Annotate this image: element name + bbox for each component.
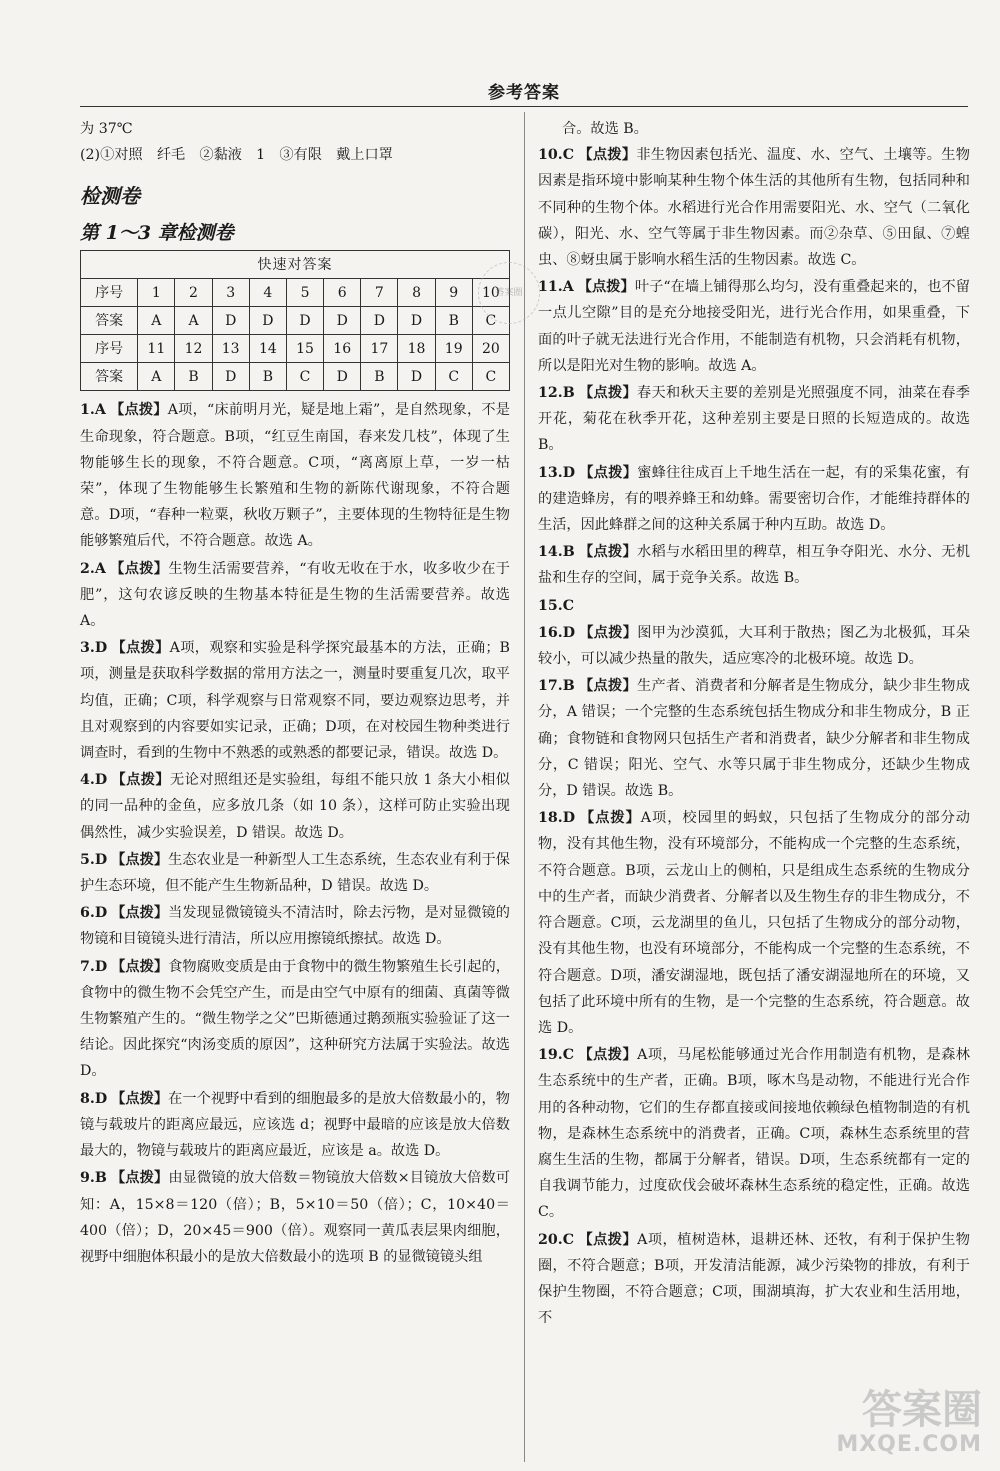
item-number: 3. — [80, 640, 95, 657]
tip-label: 【点拨】 — [577, 1047, 638, 1064]
answer-item — [538, 460, 970, 539]
item-number: 17. — [538, 678, 563, 695]
item-explanation: 由显微镜的放大倍数＝物镜放大倍数×目镜放大倍数可知：A，15×8＝120（倍）；B，5×10＝50（倍）；C，10×40＝400（倍）；D，20×45＝900（倍）。观察同一黄瓜表层果肉细胞，视野中细胞体积最小的是放大倍数最小的选项 B 的显微镜镜头组 — [80, 1170, 510, 1265]
table-cell: 7 — [361, 279, 398, 307]
item-answer: D — [94, 1090, 108, 1107]
table-cell: 13 — [212, 335, 249, 363]
table-cell: 18 — [398, 335, 435, 363]
item-answer: C — [562, 1231, 574, 1248]
answer-item — [538, 380, 970, 459]
item-explanation: A项，植树造林，退耕还林、还牧，有利于保护生物圈，不符合题意；B项，开发清洁能源，减少污染物的排放，有利于保护生物圈，不符合题意；C项，围湖填海，扩大农业和生活用地，不 — [538, 1231, 970, 1327]
intro-line-1: 为 37℃ — [80, 121, 133, 137]
answer-item — [80, 556, 510, 635]
stamp-text: 答案圈 — [495, 288, 523, 298]
tip-label: 【点拨】 — [577, 1231, 638, 1248]
table-cell: 14 — [249, 335, 286, 363]
item-answer: D — [562, 464, 575, 481]
item-explanation: A项，马尾松能够通过光合作用制造有机物，是森林生态系统中的生产者，正确。B项，啄木鸟是动物，不能进行光合作用的各种动物，它们的生存都直接或间接地依赖绿色植物制造的有机物，是森林生态系统中的消费者，正确。C项，森林生态系统里的营腐生生活的生物，都属于分解者，错误。D项，生态系统都有一定的自我调节能力，过度砍伐会破坏森林生态系统的稳定性，正确。故选 C。 — [538, 1047, 970, 1221]
table-cell: D — [361, 307, 398, 335]
item-answer: D — [94, 851, 108, 868]
page-header — [80, 78, 968, 107]
item-number: 16. — [538, 624, 563, 641]
table-cell: D — [212, 363, 249, 391]
item-number: 8. — [80, 1090, 95, 1107]
item-explanation: 水稻与水稻田里的稗草，相互争夺阳光、水分、无机盐和生存的空间，属于竞争关系。故选 B。 — [538, 544, 970, 587]
tip-label: 【点拨】 — [109, 560, 169, 577]
item-number: 20. — [538, 1231, 563, 1248]
table-cell: 6 — [324, 279, 361, 307]
row-label: 序号 — [81, 335, 138, 363]
tip-label: 【点拨】 — [111, 958, 169, 975]
item-number: 2. — [80, 560, 95, 577]
item-explanation: 当发现显微镜镜头不清洁时，除去污物，是对显微镜的物镜和目镜镜头进行清洁，所以应用擦镜纸擦拭。故选 D。 — [80, 905, 510, 948]
table-cell: C — [472, 363, 509, 391]
item-number: 14. — [538, 544, 563, 561]
item-answer: D — [94, 640, 108, 657]
item-explanation: 在一个视野中看到的细胞最多的是放大倍数最小的，物镜与载玻片的距离应最远，应该选 d；视野中最暗的应该是放大倍数最大的，物镜与载玻片的距离应最近，应该是 a。故选 D。 — [80, 1090, 510, 1160]
answer-item — [538, 274, 970, 379]
answer-table-caption: 快速对答案 — [81, 251, 510, 279]
right-column — [538, 116, 970, 1332]
table-cell: C — [435, 363, 472, 391]
table-cell: 1 — [138, 279, 175, 307]
continued-text: 合。故选 B。 — [562, 121, 648, 137]
table-cell: D — [398, 363, 435, 391]
answer-table-row-answers-1 — [81, 307, 510, 335]
table-cell: 15 — [286, 335, 323, 363]
watermark-logo-text: 答案圈 — [862, 1387, 982, 1433]
item-explanation: 食物腐败变质是由于食物中的微生物繁殖生长引起的，食物中的微生物不会凭空产生，而是由空气中原有的细菌、真菌等微生物繁殖产生的。“微生物学之父”巴斯德通过鹅颈瓶实验验证了这一结论。因此探究“肉汤变质的原因”，这种研究方法属于实验法。故选 D。 — [80, 958, 510, 1080]
item-number: 7. — [80, 958, 95, 975]
tip-label: 【点拨】 — [577, 279, 635, 296]
row-label: 答案 — [81, 307, 138, 335]
item-explanation: A项，校园里的蚂蚁，只包括了生物成分的部分动物，没有其他生物，没有环境部分，不能构成一个完整的生态系统，不符合题意。B项，云龙山上的侧柏，只是组成生态系统的生物成分中的生产者，而缺少消费者、分解者以及生物生存的非生物成分，不符合题意。C项，云龙湖里的鱼儿，只包括了生物成分的部分动物，没有其他生物，也没有环境部分，不能构成一个完整的生态系统，不符合题意。D项，潘安湖湿地，既包括了潘安湖湿地所在的环境，又包括了此环境中所有的生物，是一个完整的生态系统，符合题意。故选 D。 — [538, 810, 970, 1036]
watermark-url: MXQE.COM — [836, 1432, 982, 1457]
item-number: 15. — [538, 597, 563, 614]
table-cell: D — [212, 307, 249, 335]
row-label: 序号 — [81, 279, 138, 307]
tip-label: 【点拨】 — [579, 810, 641, 827]
tip-label: 【点拨】 — [111, 905, 169, 922]
table-cell: C — [286, 363, 323, 391]
left-column — [80, 116, 510, 1271]
answer-item — [80, 397, 510, 554]
answer-item — [80, 635, 510, 766]
table-cell: 20 — [472, 335, 509, 363]
item-number: 4. — [80, 772, 95, 789]
table-cell: 16 — [324, 335, 361, 363]
answer-table — [80, 250, 510, 391]
answer-item — [80, 1086, 510, 1165]
item-explanation: 无论对照组还是实验组，每组不能只放 1 条大小相似的同一品种的金鱼，应多放几条（如 10 条），这样可防止实验出现偶然性，减少实验误差，D 错误。故选 D。 — [80, 772, 510, 841]
row-label: 答案 — [81, 363, 138, 391]
item-answer: B — [562, 544, 575, 561]
answer-table-row-answers-2 — [81, 363, 510, 391]
item-explanation: 生产者、消费者和分解者是生物成分，缺少非生物成分，A 错误；一个完整的生态系统包括生物成分和非生物成分，B 正确；食物链和食物网只包括生产者和消费者，缺少分解者和非生物成分，C 错误；阳光、空气、水等只属于非生物成分，还缺少生物成分，D 错误。故选 B。 — [538, 678, 970, 800]
item-answer: B — [562, 678, 575, 695]
item-number: 5. — [80, 851, 95, 868]
table-cell: A — [175, 307, 212, 335]
table-cell: 11 — [138, 335, 175, 363]
table-cell: 5 — [286, 279, 323, 307]
section-title: 检测卷 — [80, 184, 140, 209]
item-answer: D — [94, 958, 108, 975]
tip-label: 【点拨】 — [579, 624, 638, 641]
answer-item — [538, 1042, 970, 1225]
answer-item — [538, 1227, 970, 1332]
item-explanation: 蜜蜂往往成百上千地生活在一起，有的采集花蜜，有的建造蜂房，有的喂养蜂王和幼蜂。需要密切合作，才能维持群体的生活，因此蜂群之间的这种关系属于种内互助。故选 D。 — [538, 464, 970, 534]
table-cell: 3 — [212, 279, 249, 307]
item-number: 1. — [80, 402, 95, 419]
item-answer: C — [562, 597, 574, 614]
item-answer: D — [562, 624, 575, 641]
watermark — [836, 1388, 982, 1457]
table-cell: D — [286, 307, 323, 335]
item-answer: D — [94, 905, 108, 922]
table-cell: D — [324, 363, 361, 391]
tip-label: 【点拨】 — [577, 147, 637, 164]
item-answer: A — [94, 560, 106, 577]
item-answer: D — [562, 810, 575, 827]
tip-label: 【点拨】 — [578, 544, 637, 561]
tip-label: 【点拨】 — [111, 851, 169, 868]
table-cell: 19 — [435, 335, 472, 363]
answer-item — [80, 767, 510, 846]
tip-label: 【点拨】 — [111, 1090, 169, 1107]
answer-item — [538, 593, 970, 619]
table-cell: D — [249, 307, 286, 335]
item-answer: C — [562, 147, 574, 164]
table-cell: D — [324, 307, 361, 335]
answer-item — [538, 673, 970, 804]
answer-item — [538, 142, 970, 273]
answer-item — [538, 805, 970, 1041]
answer-table-row-numbers-1 — [81, 279, 510, 307]
item-explanation: 春天和秋天主要的差别是光照强度不同，油菜在春季开花，菊花在秋季开花，这种差别主要是日照的长短造成的。故选 B。 — [538, 385, 970, 454]
item-number: 12. — [538, 385, 563, 402]
item-number: 19. — [538, 1047, 563, 1064]
item-explanation: 叶子“在墙上铺得那么均匀，没有重叠起来的，也不留一点儿空隙”目的是充分地接受阳光，进行光合作用，如果重叠，下面的叶子就无法进行光合作用，不能制造有机物，只会消耗有机物，所以是阳光对生物的影响。故选 A。 — [538, 279, 970, 374]
answer-item — [80, 847, 510, 899]
answer-item — [538, 539, 970, 591]
item-number: 11. — [538, 279, 563, 296]
table-cell: B — [249, 363, 286, 391]
table-cell: 17 — [361, 335, 398, 363]
table-cell: C — [472, 307, 509, 335]
item-explanation: 生态农业是一种新型人工生态系统，生态农业有利于保护生态环境，但不能产生生物新品种，D 错误。故选 D。 — [80, 851, 510, 895]
item-answer: A — [94, 402, 106, 419]
item-explanation: A项，“床前明月光，疑是地上霜”，是自然现象，不是生命现象，符合题意。B项，“红豆生南国，春来发几枝”，体现了生物能够生长的现象，不符合题意。C项，“离离原上草，一岁一枯荣”，体现了生物能够生长繁殖和生物的新陈代谢现象，不符合题意。D项，“春种一粒粟，秋收万颗子”，主要体现的生物特征是生物能够繁殖后代，不符合题意。故选 A。 — [80, 402, 510, 550]
right-answer-list — [538, 142, 970, 1331]
answer-item — [538, 620, 970, 672]
table-cell: 4 — [249, 279, 286, 307]
tip-label: 【点拨】 — [111, 640, 170, 657]
table-cell: 9 — [435, 279, 472, 307]
item-number: 18. — [538, 810, 563, 827]
item-explanation: A项，观察和实验是科学探究最基本的方法，正确；B项，测量是获取科学数据的常用方法之一，测量时要重复几次，取平均值，正确；C项，科学观察与日常观察不同，要边观察边思考，并且对观察到的内容要如实记录，正确；D项，在对校园生物种类进行调查时，看到的生物中不熟悉的或熟悉的都要记录，错误。故选 D。 — [80, 640, 510, 762]
item-number: 6. — [80, 905, 95, 922]
tip-label: 【点拨】 — [578, 385, 637, 402]
item-answer: C — [562, 1047, 574, 1064]
item-explanation: 生物生活需要营养，“有收无收在于水，收多收少在于肥”，这句农谚反映的生物基本特征是生物的生活需要营养。故选 A。 — [80, 560, 510, 630]
answer-item — [80, 900, 510, 952]
item-answer: B — [94, 1170, 107, 1187]
item-number: 13. — [538, 464, 563, 481]
table-cell: A — [138, 307, 175, 335]
item-explanation: 图甲为沙漠狐，大耳利于散热；图乙为北极狐，耳朵较小，可以减少热量的散失，适应寒冷的北极环境。故选 D。 — [538, 624, 970, 668]
stamp-seal — [478, 262, 540, 324]
table-cell: 2 — [175, 279, 212, 307]
tip-label: 【点拨】 — [109, 402, 168, 419]
answer-item — [80, 954, 510, 1085]
table-cell: 10 — [472, 279, 509, 307]
intro-line-2: (2)①对照 纤毛 ②黏液 1 ③有限 戴上口罩 — [80, 147, 393, 164]
table-cell: B — [175, 363, 212, 391]
tip-label: 【点拨】 — [111, 772, 171, 789]
answer-item — [80, 1165, 510, 1270]
item-answer: B — [562, 385, 575, 402]
answer-table-row-numbers-2 — [81, 335, 510, 363]
table-cell: B — [435, 307, 472, 335]
table-cell: 12 — [175, 335, 212, 363]
item-number: 10. — [538, 147, 563, 164]
table-cell: A — [138, 363, 175, 391]
tip-label: 【点拨】 — [578, 678, 637, 695]
item-explanation: 非生物因素包括光、温度、水、空气、土壤等。生物因素是指环境中影响某种生物个体生活的其他所有生物，包括同种和不同种的生物个体。水稻进行光合作用需要阳光、水、空气（二氧化碳），阳光、水、空气等属于非生物因素。而②杂草、⑤田鼠、⑦蝗虫、⑧蚜虫属于影响水稻生活的生物因素。故选 C。 — [538, 147, 970, 269]
chapter-title: 第 1～3 章检测卷 — [80, 222, 234, 245]
item-number: 9. — [80, 1170, 95, 1187]
tip-label: 【点拨】 — [579, 464, 638, 481]
table-cell: 8 — [398, 279, 435, 307]
page-header-title: 参考答案 — [488, 83, 560, 103]
left-answer-list — [80, 397, 510, 1270]
tip-label: 【点拨】 — [110, 1170, 169, 1187]
item-answer: A — [562, 279, 574, 296]
item-answer: D — [94, 772, 108, 789]
table-cell: D — [398, 307, 435, 335]
table-cell: B — [361, 363, 398, 391]
